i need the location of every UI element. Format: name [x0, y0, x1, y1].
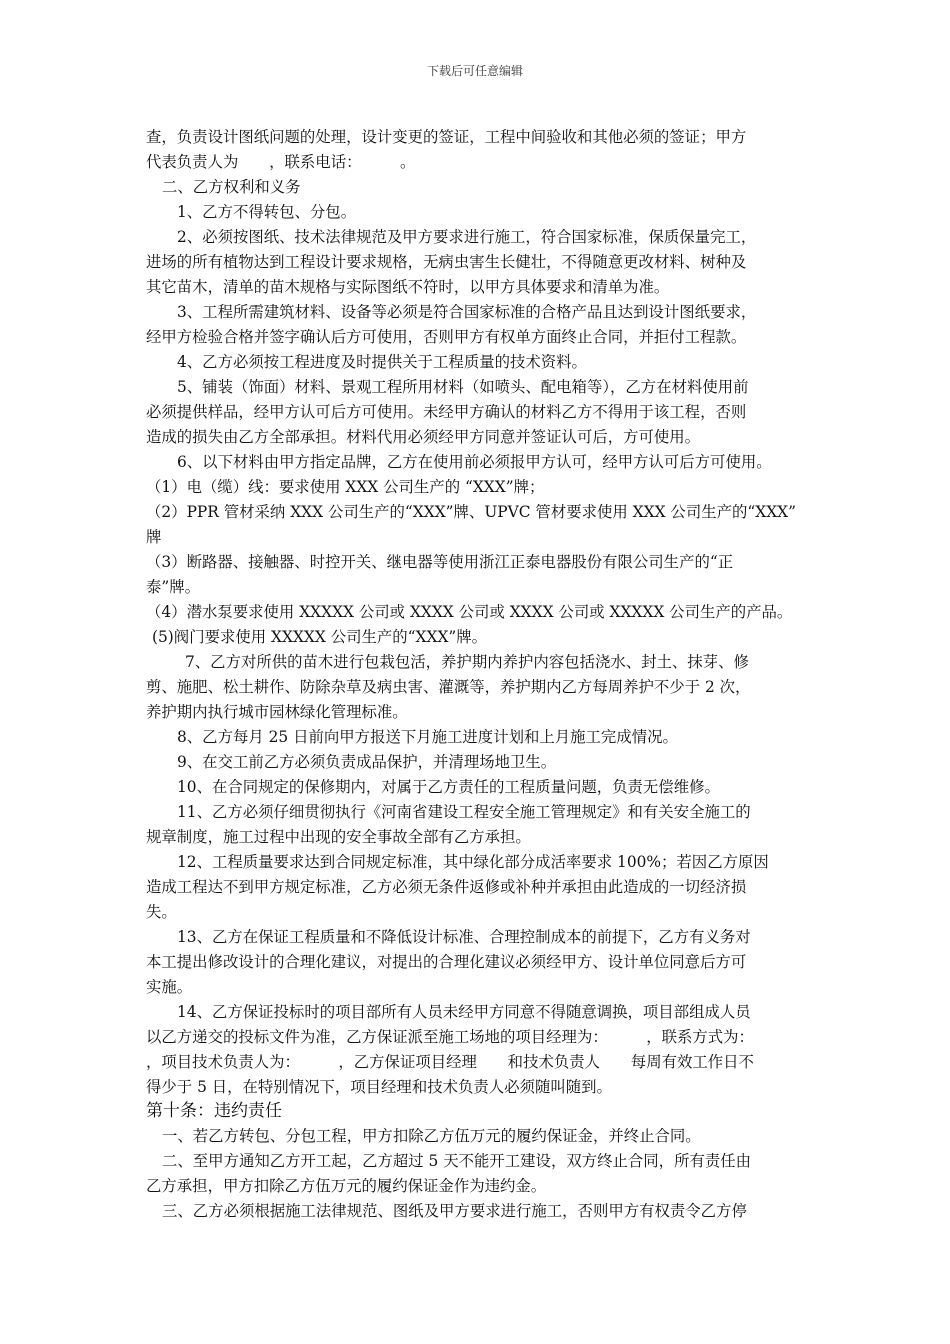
- text-line: 1、乙方不得转包、分包。: [177, 203, 357, 221]
- section-subheading: 二、乙方权利和义务: [162, 178, 301, 196]
- text-line: 10、在合同规定的保修期内，对属于乙方责任的工程质量问题，负责无偿维修。: [177, 778, 720, 796]
- text-line: 造成工程达不到甲方规定标准，乙方必须无条件返修或补种并承担由此造成的一切经济损: [146, 878, 747, 896]
- text-line: 4、乙方必须按工程进度及时提供关于工程质量的技术资料。: [177, 353, 587, 371]
- text-line: 造成的损失由乙方全部承担。材料代用必须经甲方同意并签证认可后，方可使用。: [146, 428, 701, 446]
- text-line: （2）PPR 管材采纳 XXX 公司生产的“XXX”牌、UPVC 管材要求使用 XXX 公司生产的“XXX”: [146, 503, 796, 521]
- text-line: 查，负责设计图纸问题的处理，设计变更的签证，工程中间验收和其他必须的签证；甲方: [146, 128, 747, 146]
- text-line: 经甲方检验合格并签字确认后方可使用，否则甲方有权单方面终止合同，并拒付工程款。: [146, 328, 747, 346]
- text-line: 3、工程所需建筑材料、设备等必须是符合国家标准的合格产品且达到设计图纸要求，: [177, 303, 757, 321]
- text-line: 5、铺装（饰面）材料、景观工程所用材料（如喷头、配电箱等），乙方在材料使用前: [177, 378, 749, 396]
- text-line: 以乙方递交的投标文件为准，乙方保证派至施工场地的项目经理为： ，联系方式为：: [146, 1028, 754, 1046]
- text-line: 6、以下材料由甲方指定品牌，乙方在使用前必须报甲方认可，经甲方认可后方可使用。: [177, 453, 772, 471]
- text-line: 14、乙方保证投标时的项目部所有人员未经甲方同意不得随意调换，项目部组成人员: [177, 1003, 751, 1021]
- text-line: 一、若乙方转包、分包工程，甲方扣除乙方伍万元的履约保证金，并终止合同。: [162, 1127, 701, 1145]
- article-heading: 第十条：违约责任: [146, 1101, 282, 1121]
- text-line: （1）电（缆）线：要求使用 XXX 公司生产的 “XXX”牌；: [146, 478, 545, 496]
- text-line: 8、乙方每月 25 日前向甲方报送下月施工进度计划和上月施工完成情况。: [177, 728, 678, 746]
- text-line: 得少于 5 日，在特别情况下，项目经理和技术负责人必须随叫随到。: [146, 1078, 612, 1096]
- page-header: 下载后可任意编辑: [426, 64, 523, 78]
- text-line: 失。: [146, 903, 177, 921]
- text-line: （4）潜水泵要求使用 XXXXX 公司或 XXXX 公司或 XXXX 公司或 XXXXX 公司生产的产品。: [146, 603, 793, 621]
- text-line: (5)阀门要求使用 XXXXX 公司生产的“XXX”牌。: [152, 628, 488, 646]
- text-line: 乙方承担，甲方扣除乙方伍万元的履约保证金作为违约金。: [146, 1177, 547, 1195]
- text-line: 养护期内执行城市园林绿化管理标准。: [146, 703, 408, 721]
- text-line: 9、在交工前乙方必须负责成品保护，并清理场地卫生。: [177, 753, 557, 771]
- text-line: 三、乙方必须根据施工法律规范、图纸及甲方要求进行施工，否则甲方有权责令乙方停: [162, 1202, 747, 1220]
- text-line: 牌: [146, 528, 162, 546]
- text-line: 实施。: [146, 978, 193, 996]
- text-line: 11、乙方必须仔细贯彻执行《河南省建设工程安全施工管理规定》和有关安全施工的: [177, 803, 751, 821]
- text-line: 二、至甲方通知乙方开工起，乙方超过 5 天不能开工建设，双方终止合同，所有责任由: [162, 1152, 752, 1170]
- text-line: 2、必须按图纸、技术法律规范及甲方要求进行施工，符合国家标准，保质保量完工，: [177, 228, 757, 246]
- text-line: 规章制度，施工过程中出现的安全事故全部有乙方承担。: [146, 828, 531, 846]
- text-line: 12、工程质量要求达到合同规定标准，其中绿化部分成活率要求 100%；若因乙方原因: [177, 853, 769, 871]
- text-line: 必须提供样品，经甲方认可后方可使用。未经甲方确认的材料乙方不得用于该工程，否则: [146, 403, 747, 421]
- text-line: 本工提出修改设计的合理化建议，对提出的合理化建议必须经甲方、设计单位同意后方可: [146, 953, 747, 971]
- text-line: （3）断路器、接触器、时控开关、继电器等使用浙江正泰电器股份有限公司生产的“正: [146, 553, 734, 571]
- text-line: 13、乙方在保证工程质量和不降低设计标准、合理控制成本的前提下，乙方有义务对: [177, 928, 751, 946]
- text-line: 泰”牌。: [146, 578, 201, 596]
- text-line: ，项目技术负责人为： ，乙方保证项目经理 和技术负责人 每周有效工作日不: [146, 1053, 754, 1071]
- text-line: 剪、施肥、松土耕作、防除杂草及病虫害、灌溉等，养护期内乙方每周养护不少于 2 次，: [146, 678, 751, 696]
- text-line: 7、乙方对所供的苗木进行包栽包活，养护期内养护内容包括浇水、封土、抹芽、修: [185, 653, 749, 671]
- text-line: 进场的所有植物达到工程设计要求规格，无病虫害生长健壮，不得随意更改材料、树种及: [146, 253, 747, 271]
- text-line: 其它苗木，清单的苗木规格与实际图纸不符时，以甲方具体要求和清单为准。: [146, 278, 670, 296]
- text-line: 代表负责人为 ，联系电话： 。: [146, 153, 416, 171]
